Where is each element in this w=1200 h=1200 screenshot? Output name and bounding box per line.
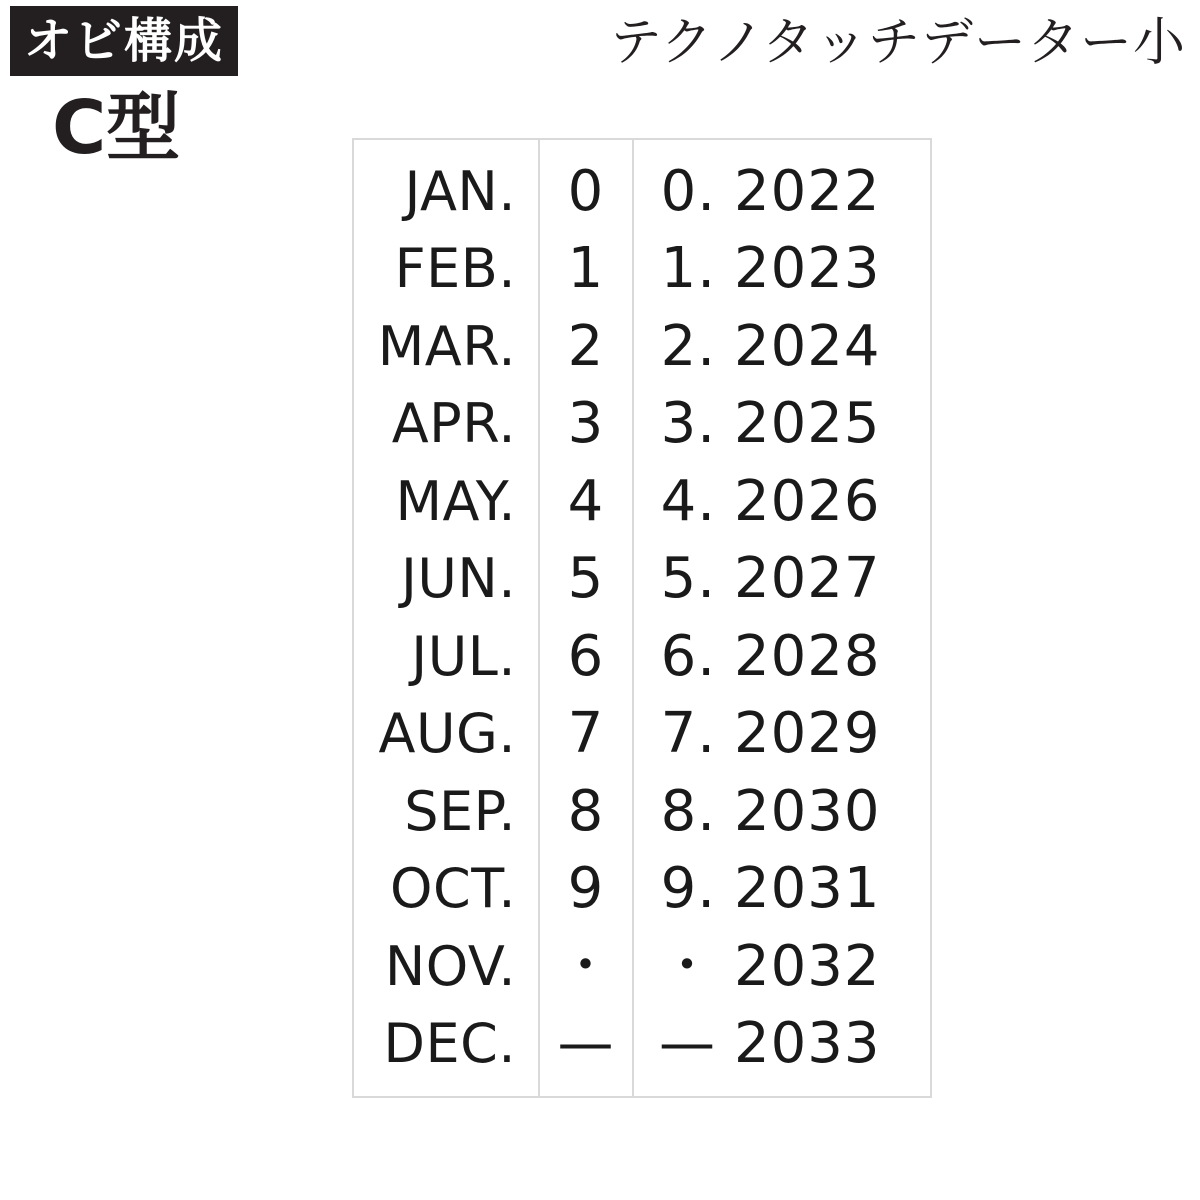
band-cell: APR. (391, 392, 516, 456)
band-cell: 3 (567, 391, 605, 457)
band-cell: SEP. (404, 779, 516, 843)
band-cell: FEB. (394, 237, 516, 301)
band-cell: 2031 (734, 856, 881, 922)
band-cell: 2022 (734, 159, 881, 224)
band-cell: 5 (567, 546, 605, 612)
band-cell: 0 (567, 159, 605, 224)
band-cell: 6 (567, 623, 605, 689)
band-cell: — (659, 1010, 716, 1076)
band-digits-decimal (634, 138, 730, 1098)
band-cell: NOV. (384, 934, 516, 998)
band-cell: 1 (567, 236, 605, 302)
band-cell: 2025 (734, 391, 881, 457)
band-cell: 9. (660, 856, 716, 922)
band-cell: 2023 (734, 236, 881, 302)
band-composition-table (352, 138, 932, 1098)
band-cell: 2033 (734, 1010, 881, 1076)
band-digits-primary (538, 138, 634, 1098)
band-months (352, 138, 538, 1098)
band-cell: 2029 (734, 701, 881, 767)
band-cell: ・ (557, 933, 615, 999)
band-cell: 6. (660, 623, 716, 689)
band-cell: DEC. (383, 1011, 516, 1075)
band-cell: 2 (567, 313, 605, 379)
band-cell: MAR. (377, 314, 516, 378)
band-cell: 8. (660, 778, 716, 844)
band-years (730, 138, 932, 1098)
band-cell: 7. (660, 701, 716, 767)
band-cell: MAY. (395, 469, 516, 533)
band-cell: OCT. (390, 857, 516, 921)
band-cell: 2024 (734, 313, 881, 379)
band-cell: 2026 (734, 468, 881, 534)
band-cell: 2032 (734, 933, 881, 999)
band-cell: 8 (567, 778, 605, 844)
band-cell: 5. (660, 546, 716, 612)
band-cell: 7 (567, 701, 605, 767)
band-cell: 4. (660, 468, 716, 534)
product-name: テクノタッチデーター小 (609, 13, 1186, 73)
band-cell: JUN. (400, 547, 516, 611)
band-cell: ・ (659, 933, 716, 999)
band-cell: 4 (567, 468, 605, 534)
band-cell: 9 (567, 856, 605, 922)
section-badge: オビ構成 (10, 6, 238, 76)
band-cell: 2030 (734, 778, 881, 844)
band-cell: JUL. (411, 624, 516, 688)
model-label: C型 (52, 85, 181, 171)
band-cell: 1. (660, 236, 716, 302)
header (0, 0, 1200, 171)
band-cell: 2028 (734, 623, 881, 689)
band-cell: 2. (660, 313, 716, 379)
band-cell: 3. (660, 391, 716, 457)
band-cell: JAN. (404, 160, 516, 223)
band-cell: — (557, 1010, 615, 1076)
band-cell: 0. (660, 159, 716, 224)
band-cell: AUG. (378, 702, 516, 766)
band-cell: 2027 (734, 546, 881, 612)
